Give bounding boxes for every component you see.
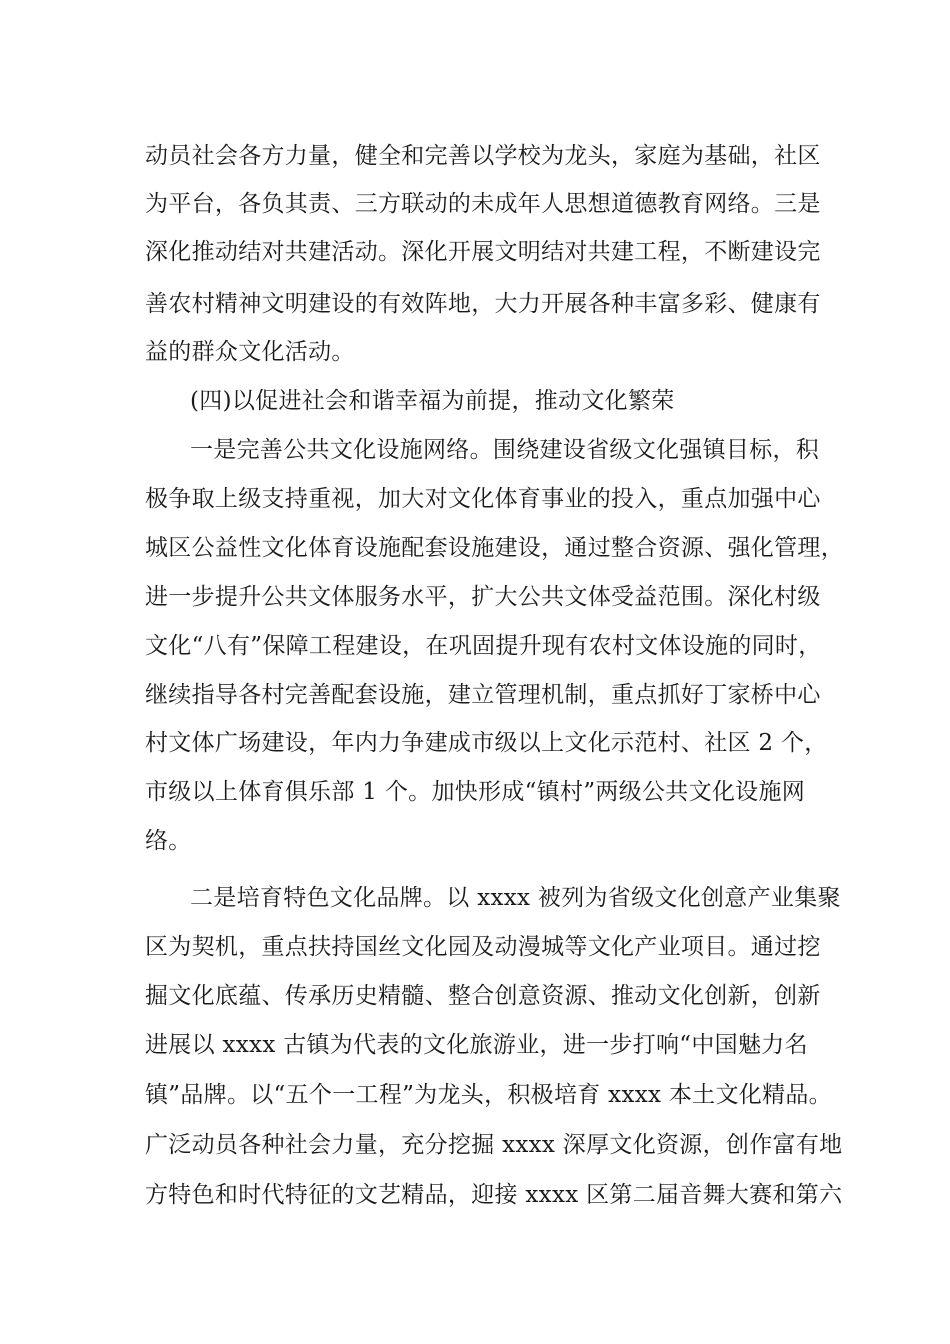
text-line: 掘文化底蕴、传承历史精髓、整合创意资源、推动文化创新，创新	[145, 983, 821, 1009]
text-line: 一是完善公共文化设施网络。围绕建设省级文化强镇目标，积	[190, 437, 820, 463]
text-line: 进一步提升公共文体服务水平，扩大公共文体受益范围。深化村级	[145, 584, 821, 610]
text-line: 镇”品牌。以“五个一工程”为龙头，积极培育 xxxx 本土文化精品。	[145, 1082, 832, 1108]
text-line: 为平台，各负其责、三方联动的未成年人思想道德教育网络。三是	[145, 191, 821, 217]
text-line: 益的群众文化活动。	[145, 339, 355, 365]
text-line: 广泛动员各种社会力量，充分挖掘 xxxx 深厚文化资源，创作富有地	[145, 1132, 843, 1158]
text-line: 善农村精神文明建设的有效阵地，大力开展各种丰富多彩、健康有	[145, 291, 821, 317]
text-line: 极争取上级支持重视，加大对文化体育事业的投入，重点加强中心	[145, 486, 821, 512]
text-line: 继续指导各村完善配套设施，建立管理机制，重点抓好丁家桥中心	[145, 682, 821, 708]
text-line: 方特色和时代特征的文艺精品，迎接 xxxx 区第二届音舞大赛和第六	[145, 1182, 843, 1208]
text-line: 文化“八有”保障工程建设，在巩固提升现有农村文体设施的同时，	[145, 633, 822, 659]
text-line: 动员社会各方力量，健全和完善以学校为龙头，家庭为基础，社区	[145, 143, 821, 169]
text-line: 村文体广场建设，年内力争建成市级以上文化示范村、社区 2 个，	[145, 730, 828, 756]
text-line: 络。	[145, 828, 192, 854]
text-line: 区为契机，重点扶持国丝文化园及动漫城等文化产业项目。通过挖	[145, 934, 821, 960]
text-line: 二是培育特色文化品牌。以 xxxx 被列为省级文化创意产业集聚	[190, 885, 841, 911]
text-line: 市级以上体育俱乐部 1 个。加快形成“镇村”两级公共文化设施网	[145, 779, 806, 805]
text-line: 城区公益性文化体育设施配套设施建设，通过整合资源、强化管理，	[145, 535, 844, 561]
text-line: 深化推动结对共建活动。深化开展文明结对共建工程，不断建设完	[145, 239, 821, 265]
section-heading: (四)以促进社会和谐幸福为前提，推动文化繁荣	[190, 388, 675, 414]
text-line: 进展以 xxxx 古镇为代表的文化旅游业，进一步打响“中国魅力名	[145, 1032, 808, 1058]
